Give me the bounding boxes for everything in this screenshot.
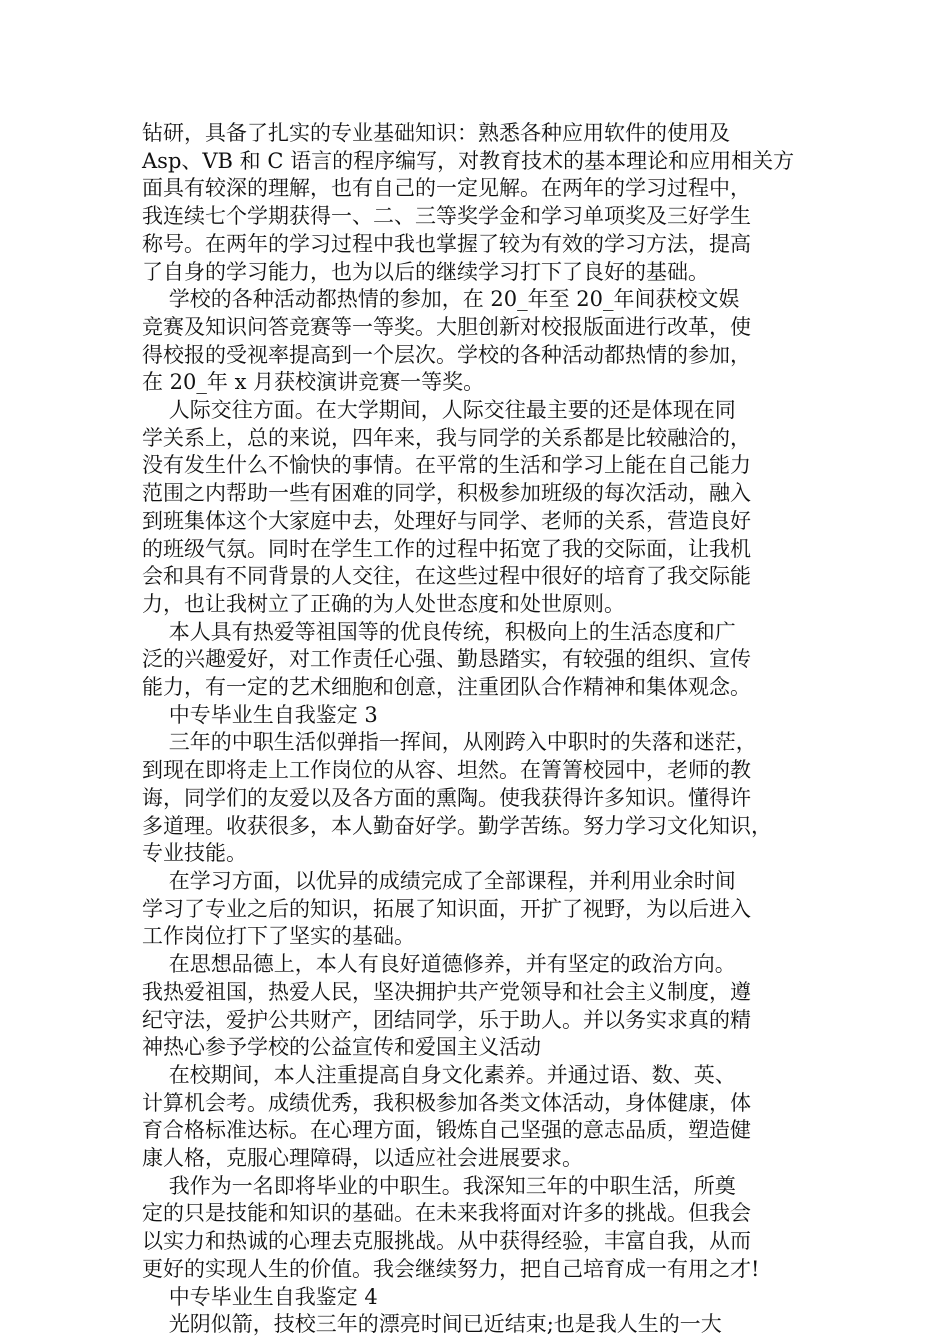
text-line: 泛的兴趣爱好，对工作责任心强、勤恳踏实，有较强的组织、宣传 [142, 647, 751, 672]
text-line: 在 20_年 x 月获校演讲竞赛一等奖。 [142, 370, 485, 395]
text-line: 神热心参予学校的公益宣传和爱国主义活动 [142, 1035, 541, 1060]
text-line: 以实力和热诚的心理去克服挑战。从中获得经验，丰富自我，从而 [142, 1229, 751, 1254]
text-line: 钻研，具备了扎实的专业基础知识：熟悉各种应用软件的使用及 [142, 121, 730, 145]
text-line: 了自身的学习能力，也为以后的继续学习打下了良好的基础。 [142, 259, 709, 284]
text-line: 计算机会考。成绩优秀，我积极参加各类文体活动，身体健康，体 [142, 1090, 751, 1115]
text-line: 学校的各种活动都热情的参加，在 20_年至 20_年间获校文娱 [142, 287, 740, 312]
text-line: 会和具有不同背景的人交往，在这些过程中很好的培育了我交际能 [142, 564, 751, 589]
text-line: Asp、VB 和 C 语言的程序编写，对教育技术的基本理论和应用相关方 [142, 148, 795, 173]
text-line: 我作为一名即将毕业的中职生。我深知三年的中职生活，所奠 [142, 1173, 736, 1198]
text-line: 没有发生什么不愉快的事情。在平常的生活和学习上能在自己能力 [142, 453, 751, 478]
text-line: 定的只是技能和知识的基础。在未来我将面对许多的挑战。但我会 [142, 1201, 751, 1226]
text-line: 本人具有热爱等祖国等的优良传统，积极向上的生活态度和广 [142, 619, 736, 644]
text-line: 我连续七个学期获得一、二、三等奖学金和学习单项奖及三好学生 [142, 204, 751, 229]
text-line: 在思想品德上，本人有良好道德修养，并有坚定的政治方向。 [142, 952, 736, 977]
text-line: 得校报的受视率提高到一个层次。学校的各种活动都热情的参加， [142, 342, 751, 367]
text-line: 在校期间，本人注重提高自身文化素养。并通过语、数、英、 [142, 1062, 736, 1087]
text-line: 学习了专业之后的知识，拓展了知识面，开扩了视野，为以后进入 [142, 896, 751, 921]
text-line: 力，也让我树立了正确的为人处世态度和处世原则。 [142, 591, 625, 616]
text-line: 育合格标准达标。在心理方面，锻炼自己坚强的意志品质，塑造健 [142, 1118, 751, 1143]
text-line: 人际交往方面。在大学期间，人际交往最主要的还是体现在同 [142, 398, 736, 423]
text-line: 诲，同学们的友爱以及各方面的熏陶。使我获得许多知识。懂得许 [142, 785, 751, 810]
section-heading: 中专毕业生自我鉴定 4 [142, 1284, 378, 1309]
text-line: 称号。在两年的学习过程中我也掌握了较为有效的学习方法，提高 [142, 231, 751, 256]
text-line: 的班级气氛。同时在学生工作的过程中拓宽了我的交际面，让我机 [142, 536, 751, 561]
text-line: 在学习方面，以优异的成绩完成了全部课程，并利用业余时间 [142, 868, 736, 893]
text-line: 我热爱祖国，热爱人民，坚决拥护共产党领导和社会主义制度，遵 [142, 979, 751, 1004]
text-line: 到班集体这个大家庭中去，处理好与同学、老师的关系，营造良好 [142, 508, 751, 533]
text-line: 多道理。收获很多，本人勤奋好学。勤学苦练。努力学习文化知识， [142, 813, 772, 838]
text-line: 光阴似箭，技校三年的漂亮时间已近结束;也是我人生的一大 [142, 1312, 722, 1337]
document-body [142, 120, 822, 1339]
text-line: 能力，有一定的艺术细胞和创意，注重团队合作精神和集体观念。 [142, 675, 751, 700]
text-line: 学关系上，总的来说，四年来，我与同学的关系都是比较融洽的， [142, 425, 751, 450]
text-line: 竞赛及知识问答竞赛等一等奖。大胆创新对校报版面进行改革，使 [142, 314, 751, 339]
text-line: 到现在即将走上工作岗位的从容、坦然。在箐箐校园中，老师的教 [142, 758, 751, 783]
text-line: 范围之内帮助一些有困难的同学，积极参加班级的每次活动，融入 [142, 481, 751, 506]
text-line: 专业技能。 [142, 841, 247, 866]
text-line: 面具有较深的理解，也有自己的一定见解。在两年的学习过程中， [142, 176, 751, 201]
text-line: 更好的实现人生的价值。我会继续努力，把自己培育成一有用之才! [142, 1256, 760, 1281]
text-line: 康人格，克服心理障碍，以适应社会进展要求。 [142, 1146, 583, 1171]
section-heading: 中专毕业生自我鉴定 3 [142, 702, 378, 727]
text-line: 纪守法，爱护公共财产，团结同学，乐于助人。并以务实求真的精 [142, 1007, 751, 1032]
text-line: 三年的中职生活似弹指一挥间，从刚跨入中职时的失落和迷茫， [142, 730, 757, 755]
text-line: 工作岗位打下了坚实的基础。 [142, 924, 415, 949]
